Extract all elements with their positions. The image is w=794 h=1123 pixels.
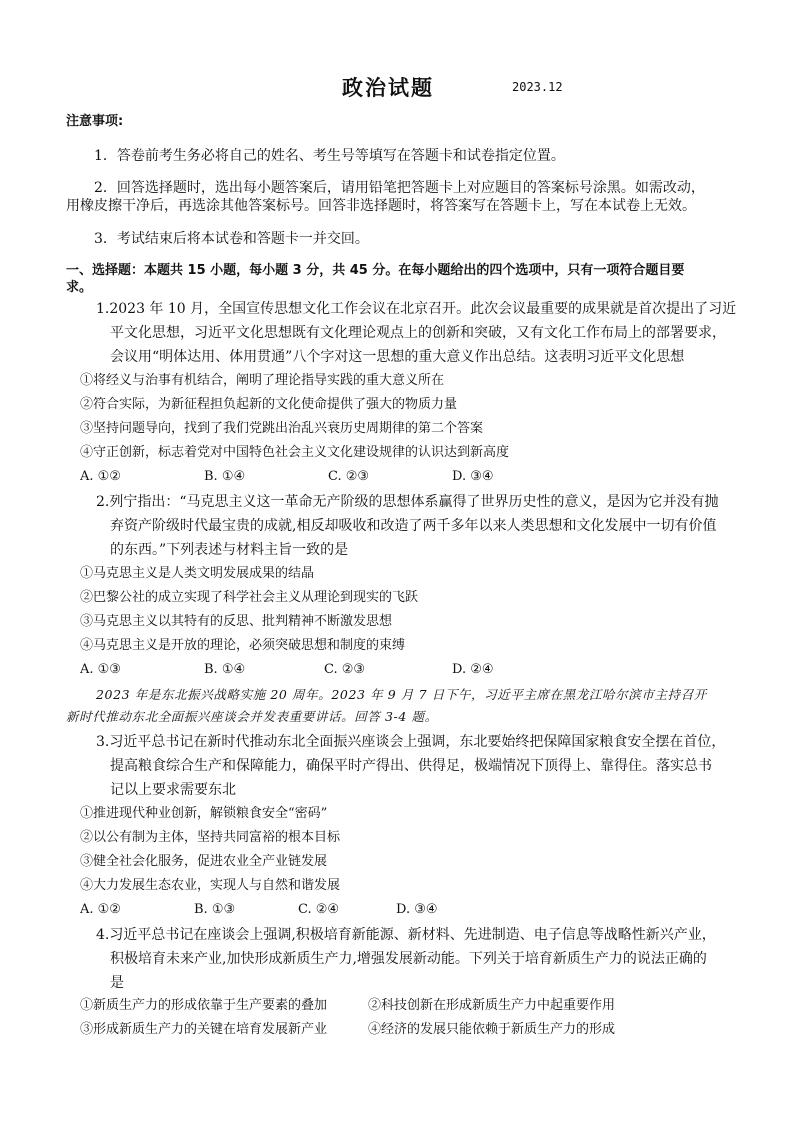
question-1-option: ④守正创新，标志着党对中国特色社会主义文化建设规律的认识达到新高度 bbox=[80, 445, 510, 460]
choice-a: A. ①② bbox=[80, 469, 121, 484]
question-3-choices bbox=[80, 900, 480, 920]
choice-b: B. ①③ bbox=[194, 902, 236, 917]
question-2-option: ③马克思主义以其特有的反思、批判精神不断激发思想 bbox=[80, 614, 393, 629]
question-4-option: ②科技创新在形成新质生产力中起重要作用 bbox=[368, 998, 616, 1013]
page-title: 政治试题 bbox=[342, 76, 434, 100]
question-4-stem: 是 bbox=[110, 975, 124, 991]
question-1-option: ③坚持问题导向，找到了我们党跳出治乱兴衰历史周期律的第二个答案 bbox=[80, 421, 484, 436]
question-4-stem: 4.习近平总书记在座谈会上强调,积极培育新能源、新材料、先进制造、电子信息等战略性新兴产业， bbox=[96, 927, 716, 943]
question-2-stem: 的东西。”下列表述与材料主旨一致的是 bbox=[110, 542, 349, 558]
question-3-option: ①推进现代种业创新，解锁粮食安全“密码” bbox=[80, 806, 328, 821]
section-heading: 一、选择题：本题共 15 小题，每小题 3 分，共 45 分。在每小题给出的四个选项中，只有一项符合题目要 bbox=[66, 263, 685, 278]
question-1-stem: 1.2023 年 10 月，全国宣传思想文化工作会议在北京召开。此次会议最重要的成果就是首次提出了习近 bbox=[96, 301, 737, 317]
question-4-option: ①新质生产力的形成依靠于生产要素的叠加 bbox=[80, 998, 328, 1013]
choice-a: A. ①② bbox=[80, 902, 121, 917]
section-heading: 求。 bbox=[66, 280, 93, 295]
question-3-stem: 3.习近平总书记在新时代推动东北全面振兴座谈会上强调，东北要始终把保障国家粮食安全摆在首位， bbox=[96, 734, 726, 750]
question-2-stem: 弃资产阶级时代最宝贵的成就,相反却吸收和改造了两千多年以来人类思想和文化发展中一切有价值 bbox=[110, 518, 717, 534]
choice-d: D. ②④ bbox=[452, 662, 494, 677]
question-2-stem: 2.列宁指出：“马克思主义这一革命无产阶级的思想体系赢得了世界历史性的意义，是因为它并没有抛 bbox=[96, 494, 719, 510]
material-intro: 新时代推动东北全面振兴座谈会并发表重要讲话。回答 3-4 题。 bbox=[66, 709, 438, 724]
question-1-stem: 会议用“明体达用、体用贯通”八个字对这一思想的重大意义作出总结。这表明习近平文化思想 bbox=[110, 349, 685, 365]
notice-item: 用橡皮擦干净后，再选涂其他答案标号。回答非选择题时，将答案写在答题卡上，写在本试卷上无效。 bbox=[66, 198, 696, 214]
question-4-option: ④经济的发展只能依赖于新质生产力的形成 bbox=[368, 1022, 616, 1037]
choice-c: C. ②④ bbox=[298, 902, 340, 917]
question-2-option: ④马克思主义是开放的理论，必须突破思想和制度的束缚 bbox=[80, 638, 406, 653]
question-3-option: ④大力发展生态农业，实现人与自然和谐发展 bbox=[80, 878, 341, 893]
question-2-option: ②巴黎公社的成立实现了科学社会主义从理论到现实的飞跃 bbox=[80, 590, 419, 605]
question-2-choices bbox=[80, 660, 560, 680]
question-3-option: ③健全社会化服务，促进农业全产业链发展 bbox=[80, 854, 328, 869]
question-4-option: ③形成新质生产力的关键在培育发展新产业 bbox=[80, 1022, 328, 1037]
notice-item: 1．答卷前考生务必将自己的姓名、考生号等填写在答题卡和试卷指定位置。 bbox=[94, 148, 565, 164]
choice-c: C. ②③ bbox=[324, 662, 366, 677]
material-intro: 2023 年是东北振兴战略实施 20 周年。2023 年 9 月 7 日下午，习近平主席在黑龙江哈尔滨市主持召开 bbox=[96, 687, 707, 702]
question-1-choices bbox=[80, 467, 560, 487]
notice-item: 3．考试结束后将本试卷和答题卡一并交回。 bbox=[94, 231, 369, 247]
choice-a: A. ①③ bbox=[80, 662, 121, 677]
choice-b: B. ①④ bbox=[204, 469, 246, 484]
notice-heading: 注意事项: bbox=[66, 114, 124, 129]
choice-c: C. ②③ bbox=[328, 469, 370, 484]
question-4-stem: 积极培育未来产业,加快形成新质生产力,增强发展新动能。下列关于培育新质生产力的说法正确的 bbox=[110, 951, 707, 967]
question-3-stem: 提高粮食综合生产和保障能力，确保平时产得出、供得足，极端情况下顶得上、靠得住。落实总书 bbox=[110, 758, 712, 774]
question-2-option: ①马克思主义是人类文明发展成果的结晶 bbox=[80, 566, 315, 581]
choice-d: D. ③④ bbox=[452, 469, 494, 484]
question-1-option: ①将经义与治事有机结合，阐明了理论指导实践的重大意义所在 bbox=[80, 373, 445, 388]
question-3-stem: 记以上要求需要东北 bbox=[110, 782, 236, 798]
notice-item: 2．回答选择题时，选出每小题答案后，请用铅笔把答题卡上对应题目的答案标号涂黑。如需改动， bbox=[94, 180, 705, 196]
exam-date: 2023.12 bbox=[512, 80, 563, 94]
question-3-option: ②以公有制为主体，坚持共同富裕的根本目标 bbox=[80, 830, 341, 845]
choice-b: B. ①④ bbox=[204, 662, 246, 677]
question-1-option: ②符合实际，为新征程担负起新的文化使命提供了强大的物质力量 bbox=[80, 397, 458, 412]
question-1-stem: 平文化思想，习近平文化思想既有文化理论观点上的创新和突破，又有文化工作布局上的部署要求， bbox=[110, 325, 726, 341]
choice-d: D. ③④ bbox=[396, 902, 438, 917]
